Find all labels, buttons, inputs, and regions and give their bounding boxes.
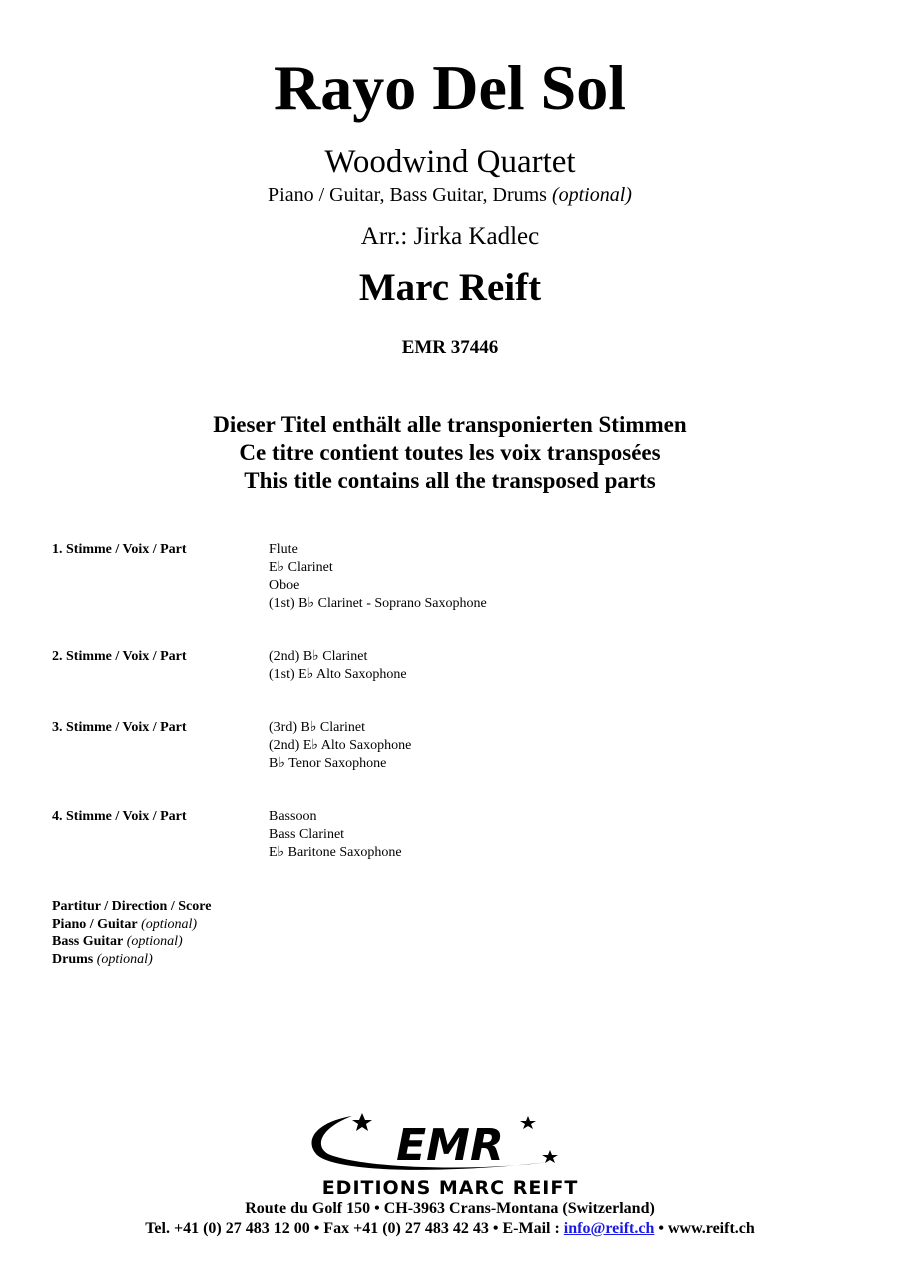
part-instruments-2 — [269, 648, 407, 684]
instrument-item: (2nd) B♭ Clarinet — [269, 649, 368, 664]
email-link[interactable]: info@reift.ch — [563, 1220, 655, 1237]
composer-name: Marc Reift — [358, 266, 542, 309]
part-label-1: 1. Stimme / Voix / Part — [52, 542, 187, 557]
part-label-4: 4. Stimme / Voix / Part — [52, 809, 187, 824]
piano-part-label: Piano / Guitar — [52, 916, 138, 932]
instrument-item: B♭ Tenor Saxophone — [269, 756, 387, 771]
score-label: Partitur / Direction / Score — [52, 899, 212, 914]
logo-emr-text: EMR — [396, 1120, 504, 1171]
ensemble-subtitle: Woodwind Quartet — [324, 144, 576, 180]
instrumentation-optional: (optional) — [551, 184, 632, 206]
star-icon — [542, 1150, 558, 1163]
contact-website: • www.reift.ch — [654, 1220, 755, 1237]
publisher-name: EDITIONS MARC REIFT — [321, 1177, 579, 1199]
piano-part-row — [52, 916, 211, 934]
instrument-item: (1st) E♭ Alto Saxophone — [269, 667, 407, 682]
additional-parts — [52, 898, 211, 968]
notice-english: This title contains all the transposed parts — [244, 468, 656, 493]
part-instruments-4 — [269, 808, 402, 862]
drums-part-row — [52, 951, 211, 969]
notice-french: Ce titre contient toutes les voix transposées — [239, 440, 661, 465]
publisher-address: Route du Golf 150 • CH-3963 Crans-Montana (Switzerland) — [245, 1200, 655, 1217]
part-instruments-3 — [269, 719, 411, 773]
part-label-2: 2. Stimme / Voix / Part — [52, 649, 187, 664]
score-title: Rayo Del Sol — [274, 52, 626, 123]
arranger-credit: Arr.: Jirka Kadlec — [360, 223, 540, 250]
publisher-contact — [0, 1219, 900, 1239]
instrument-item: Bass Clarinet — [269, 827, 345, 842]
star-icon — [520, 1116, 536, 1129]
instrumentation-text: Piano / Guitar, Bass Guitar, Drums — [268, 184, 547, 206]
star-icon — [352, 1113, 372, 1131]
instrument-item: Bassoon — [269, 809, 317, 824]
instrument-item: (2nd) E♭ Alto Saxophone — [269, 738, 412, 753]
optional-tag: (optional) — [141, 916, 198, 932]
part-label-3: 3. Stimme / Voix / Part — [52, 720, 187, 735]
instrument-item: Oboe — [269, 578, 300, 593]
optional-tag: (optional) — [96, 951, 153, 967]
instrument-item: (3rd) B♭ Clarinet — [269, 720, 366, 735]
instrument-item: E♭ Baritone Saxophone — [269, 845, 402, 860]
instrumentation-line — [0, 183, 900, 207]
instrument-item: Flute — [269, 542, 298, 557]
drums-part-label: Drums — [52, 951, 94, 967]
part-instruments-1 — [269, 541, 487, 613]
bass-part-label: Bass Guitar — [52, 934, 124, 949]
instrument-item: (1st) B♭ Clarinet - Soprano Saxophone — [269, 596, 487, 611]
transposition-notice — [0, 411, 900, 495]
bass-part-row — [52, 933, 211, 951]
notice-german: Dieser Titel enthält alle transponierten Stimmen — [213, 412, 687, 437]
contact-phone-fax: Tel. +41 (0) 27 483 12 00 • Fax +41 (0) 27 483 42 43 • E-Mail : — [145, 1220, 564, 1237]
optional-tag: (optional) — [126, 934, 183, 949]
instrument-item: E♭ Clarinet — [269, 560, 333, 575]
catalog-number: EMR 37446 — [401, 337, 499, 358]
emr-logo — [300, 1110, 600, 1200]
